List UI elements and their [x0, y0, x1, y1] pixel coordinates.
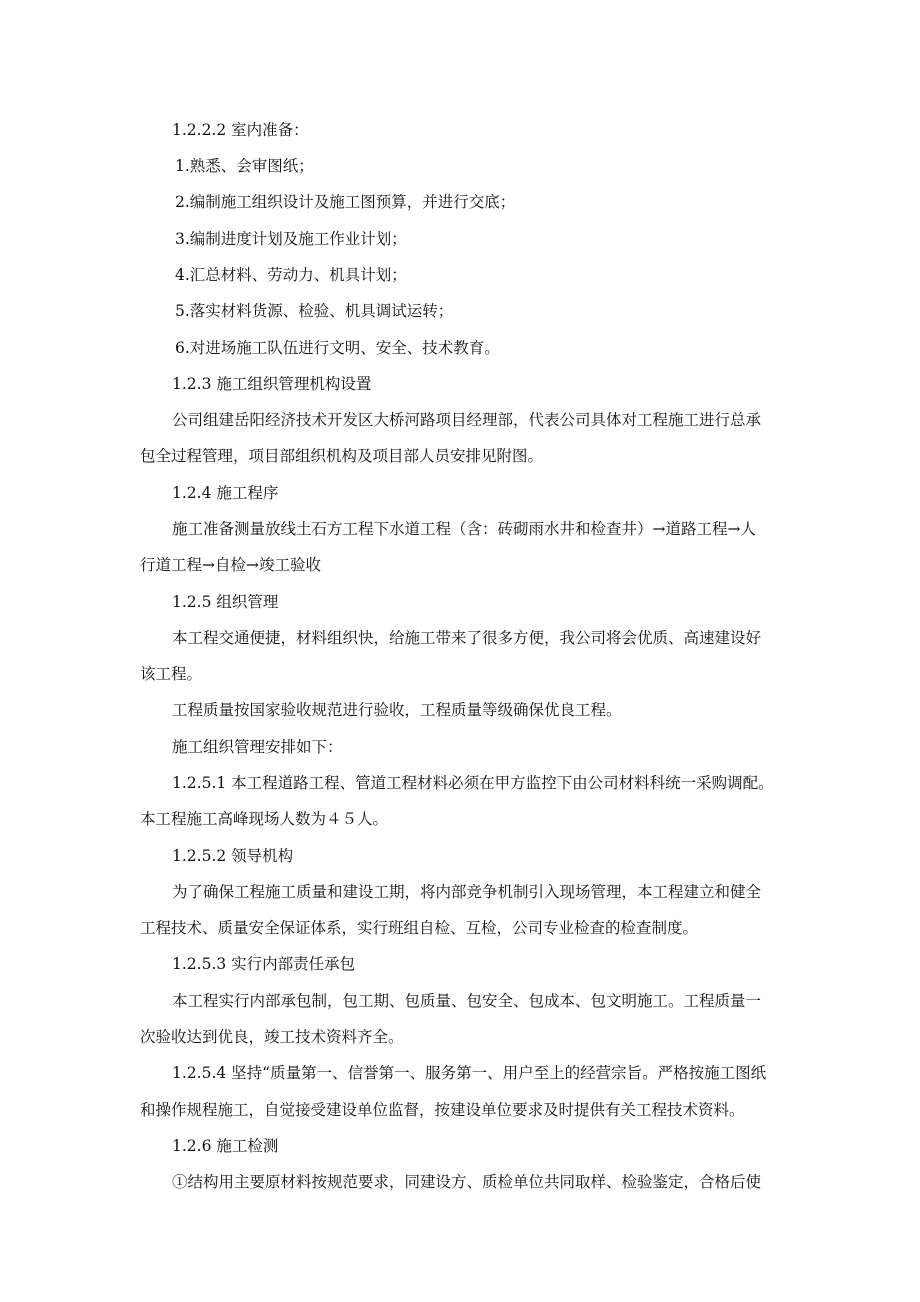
paragraph-line: 施工组织管理安排如下：	[172, 738, 343, 756]
paragraph-line: 工程质量按国家验收规范进行验收，工程质量等级确保优良工程。	[172, 701, 622, 719]
list-item-3: 3.编制进度计划及施工作业计划；	[175, 230, 407, 248]
heading-1-2-3: 1.2.3 施工组织管理机构设置	[172, 375, 372, 393]
list-item-6: 6.对进场施工队伍进行文明、安全、技术教育。	[175, 339, 500, 357]
paragraph-line: 和操作规程施工，自觉接受建设单位监督，按建设单位要求及时提供有关工程技术资料。	[140, 1101, 745, 1119]
paragraph-line: 该工程。	[140, 665, 203, 683]
list-item-1: 1.熟悉、会审图纸；	[175, 157, 314, 175]
list-item-4: 4.汇总材料、劳动力、机具计划；	[175, 266, 407, 284]
paragraph-line: ①结构用主要原材料按规范要求，同建设方、质检单位共同取样、检验鉴定，合格后使	[172, 1173, 762, 1191]
paragraph-line: 包全过程管理，项目部组织机构及项目部人员安排见附图。	[140, 447, 544, 465]
paragraph-line: 本工程交通便捷，材料组织快，给施工带来了很多方便，我公司将会优质、高速建设好	[172, 629, 762, 647]
paragraph-line: 施工准备测量放线土石方工程下水道工程（含：砖砌雨水井和检查井）→道路工程→人	[172, 520, 756, 538]
list-item-2: 2.编制施工组织设计及施工图预算，并进行交底；	[175, 193, 516, 211]
paragraph-line: 本工程施工高峰现场人数为４５人。	[140, 810, 389, 828]
heading-1-2-5-2: 1.2.5.2 领导机构	[172, 847, 294, 865]
paragraph-line: 1.2.5.4 坚持“质量第一、信誉第一、服务第一、用户至上的经营宗旨。严格按施工图纸	[172, 1064, 767, 1082]
paragraph-line: 1.2.5.1 本工程道路工程、管道工程材料必须在甲方监控下由公司材料科统一采购调配。	[172, 774, 774, 792]
paragraph-line: 次验收达到优良，竣工技术资料齐全。	[140, 1028, 404, 1046]
paragraph-line: 公司组建岳阳经济技术开发区大桥河路项目经理部，代表公司具体对工程施工进行总承	[172, 411, 762, 429]
heading-1-2-2-2: 1.2.2.2 室内准备：	[172, 121, 309, 139]
list-item-5: 5.落实材料货源、检验、机具调试运转；	[175, 302, 454, 320]
heading-1-2-6: 1.2.6 施工检测	[172, 1137, 279, 1155]
paragraph-line: 本工程实行内部承包制，包工期、包质量、包安全、包成本、包文明施工。工程质量一	[172, 992, 762, 1010]
paragraph-line: 工程技术、质量安全保证体系，实行班组自检、互检，公司专业检查的检查制度。	[140, 919, 699, 937]
heading-1-2-5: 1.2.5 组织管理	[172, 593, 279, 611]
paragraph-line: 行道工程→自检→竣工验收	[140, 556, 321, 574]
heading-1-2-4: 1.2.4 施工程序	[172, 484, 279, 502]
heading-1-2-5-3: 1.2.5.3 实行内部责任承包	[172, 955, 356, 973]
paragraph-line: 为了确保工程施工质量和建设工期，将内部竞争机制引入现场管理，本工程建立和健全	[172, 883, 762, 901]
